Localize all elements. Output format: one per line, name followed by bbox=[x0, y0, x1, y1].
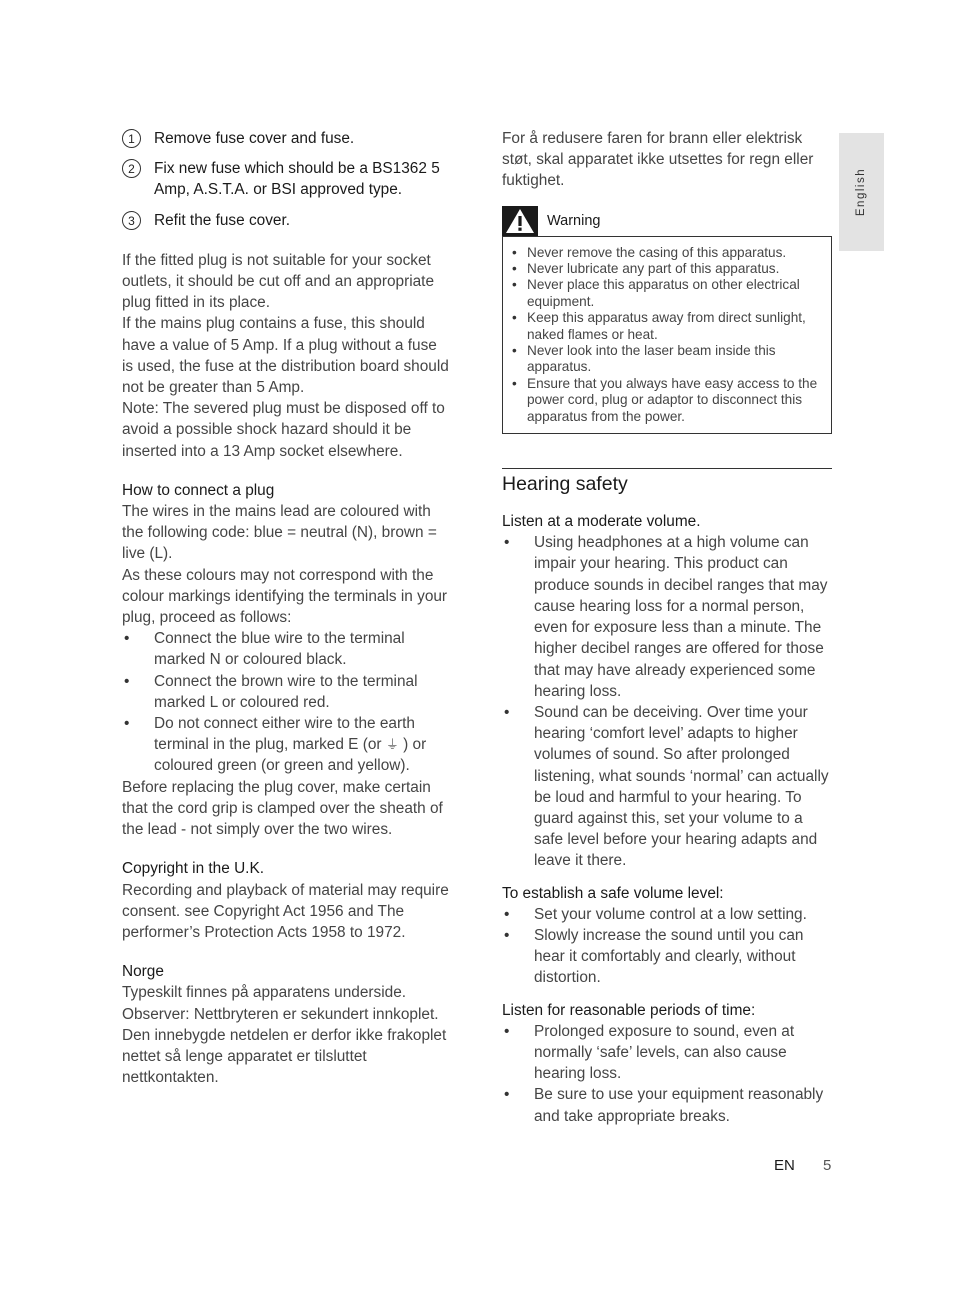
paragraph: Typeskilt finnes på apparatens underside. bbox=[122, 984, 407, 1002]
section-heading: Listen at a moderate volume. bbox=[502, 513, 701, 531]
paragraph: As these colours may not correspond with the colour markings identifying the terminals in your plug, proceed as follows: bbox=[122, 566, 448, 627]
footer-language: EN bbox=[774, 1157, 795, 1174]
warning-header bbox=[502, 206, 832, 236]
step-text: Remove fuse cover and fuse. bbox=[154, 130, 355, 147]
left-column bbox=[122, 128, 452, 1088]
moderate-volume-section bbox=[502, 511, 832, 871]
language-tab bbox=[839, 133, 884, 251]
list-item: • Sound can be deceiving. Over time your hearing ‘comfort level’ adapts to higher volumes of sound. So after prolonged listening, what sounds ‘normal’ can actually be loud and harmful to your hearing. To guard against this, set your volume to a safe level before your hearing adapts and leave it there. bbox=[502, 702, 832, 872]
warning-label: Warning bbox=[547, 212, 601, 229]
list-item: • Connect the blue wire to the terminal marked N or coloured black. bbox=[122, 628, 452, 670]
warning-icon bbox=[502, 206, 538, 236]
bullet-list bbox=[502, 904, 832, 989]
paragraph: Observer: Nettbryteren er sekundert innkoplet. Den innebygde netdelen er derfor ikke frakoplet nettet så lenge apparatet er tilsluttet nettkontakten. bbox=[122, 1005, 447, 1087]
safe-volume-section bbox=[502, 883, 832, 989]
step-text: Fix new fuse which should be a BS1362 5 Amp, A.S.T.A. or BSI approved type. bbox=[154, 160, 440, 199]
norwegian-intro: For å redusere faren for brann eller elektrisk støt, skal apparatet ikke utsettes for regn eller fuktighet. bbox=[502, 130, 814, 190]
listening-periods-section bbox=[502, 1000, 832, 1127]
right-column bbox=[502, 128, 832, 1127]
list-item: • Prolonged exposure to sound, even at normally ‘safe’ levels, can also cause hearing loss. bbox=[502, 1021, 832, 1085]
list-item: • Ensure that you always have easy access to the power cord, plug or adaptor to disconnect this apparatus from the power. bbox=[511, 376, 821, 425]
copyright-section bbox=[122, 858, 452, 943]
warning-box bbox=[502, 236, 832, 434]
list-item: • Never remove the casing of this apparatus. bbox=[511, 245, 821, 261]
paragraph: Note: The severed plug must be disposed off to avoid a possible shock hazard should it be inserted into a 13 Amp socket elsewhere. bbox=[122, 400, 445, 460]
list-item bbox=[122, 713, 452, 777]
list-item: • Be sure to use your equipment reasonably and take appropriate breaks. bbox=[502, 1084, 832, 1126]
step-text: Refit the fuse cover. bbox=[154, 211, 291, 229]
hearing-safety-title: Hearing safety bbox=[502, 473, 628, 496]
list-item: • Never lubricate any part of this apparatus. bbox=[511, 261, 821, 277]
list-item: • Keep this apparatus away from direct sunlight, naked flames or heat. bbox=[511, 310, 821, 343]
section-heading: Copyright in the U.K. bbox=[122, 860, 265, 878]
bullet-list bbox=[502, 532, 832, 871]
section-heading: To establish a safe volume level: bbox=[502, 884, 724, 902]
step-2 bbox=[122, 158, 452, 200]
paragraph: Before replacing the plug cover, make certain that the cord grip is clamped over the sheath of the lead - not simply over the two wires. bbox=[122, 778, 443, 839]
section-heading: Listen for reasonable periods of time: bbox=[502, 1001, 756, 1019]
step-3 bbox=[122, 210, 452, 231]
connect-plug-section bbox=[122, 480, 452, 840]
bullet-list bbox=[502, 1021, 832, 1127]
list-item: • Slowly increase the sound until you can hear it comfortably and clearly, without distortion. bbox=[502, 925, 832, 989]
list-item: • Never look into the laser beam inside this apparatus. bbox=[511, 343, 821, 376]
bullet-list bbox=[122, 628, 452, 776]
plug-replacement-notes bbox=[122, 250, 452, 462]
list-item: • Using headphones at a high volume can impair your hearing. This product can produce sounds in decibel ranges that may cause hearing loss for a normal person, even for exposure less than a minute. The higher decibel ranges are offered for those that may have already experienced some hearing loss. bbox=[502, 532, 832, 702]
list-item-text: Do not connect either wire to the earth terminal in the plug, marked E (or bbox=[154, 715, 415, 754]
step-1 bbox=[122, 128, 452, 149]
paragraph: The wires in the mains lead are coloured with the following code: blue = neutral (N), brown = live (L). bbox=[122, 503, 437, 563]
earth-icon: ⏚ bbox=[385, 737, 399, 753]
list-item: • Connect the brown wire to the terminal marked L or coloured red. bbox=[122, 671, 452, 713]
step-number: 2 bbox=[122, 159, 141, 178]
step-number: 3 bbox=[122, 211, 141, 230]
language-tab-label: English bbox=[855, 167, 868, 217]
list-item: • Never place this apparatus on other electrical equipment. bbox=[511, 277, 821, 310]
list-item: • Set your volume control at a low setting. bbox=[502, 904, 832, 925]
step-number: 1 bbox=[122, 129, 141, 148]
norge-section bbox=[122, 961, 452, 1088]
page-number: 5 bbox=[823, 1157, 832, 1174]
list-item-text: ) or coloured green (or green and yellow). bbox=[154, 736, 427, 775]
paragraph: If the mains plug contains a fuse, this should have a value of 5 Amp. If a plug without a fuse is used, the fuse at the distribution board should not be greater than 5 Amp. bbox=[122, 315, 449, 397]
section-divider bbox=[502, 468, 832, 469]
paragraph: Recording and playback of material may require consent. see Copyright Act 1956 and The performer’s Protection Acts 1958 to 1972. bbox=[122, 881, 449, 941]
section-heading: How to connect a plug bbox=[122, 481, 275, 499]
warning-list bbox=[511, 245, 821, 425]
section-heading: Norge bbox=[122, 963, 164, 981]
paragraph: If the fitted plug is not suitable for your socket outlets, it should be cut off and an appropriate plug fitted in its place. bbox=[122, 251, 435, 312]
